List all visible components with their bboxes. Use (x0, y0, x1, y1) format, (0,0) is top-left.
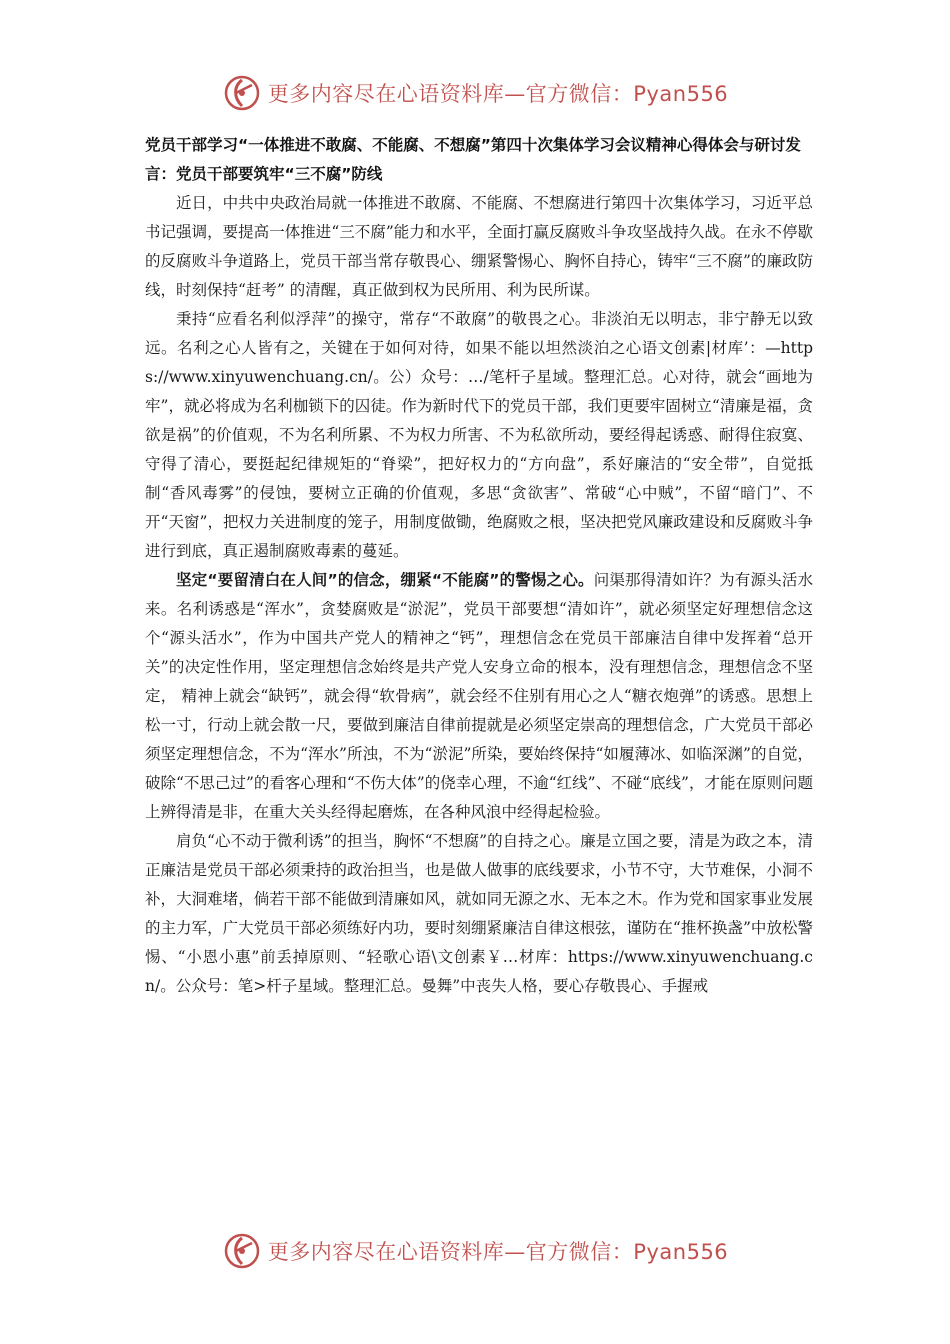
logo-icon (222, 1231, 262, 1271)
paragraph-3 (145, 566, 813, 827)
paragraph-bold-lead: 坚定“要留清白在人间”的信念，绷紧“不能腐”的警惕之心。 (176, 571, 594, 589)
document-body (145, 131, 813, 1001)
paragraph-text: 肩负“心不动于微利诱”的担当，胸怀“不想腐”的自持之心。廉是立国之要，清是为政之本，清正廉洁是党员干部必须秉持的政治担当，也是做人做事的底线要求，小节不守，大节难保，小洞不补，大洞难堵，倘若干部不能做到清廉如风，就如同无源之水、无本之木。作为党和国家事业发展的主力军，广大党员干部必须练好内功，要时刻绷紧廉洁自律这根弦，谨防在“推杯换盏”中放松警惕、“小恩小惠”前丢掉原则、“轻歌心语\文创素￥…材库：https://www.xinyuwenchuang.cn/。公众号：笔>杆子星域。整理汇总。曼舞”中丧失人格，要心存敬畏心、手握戒 (145, 832, 813, 995)
footer-watermark-banner (0, 1226, 950, 1276)
paragraph-4 (145, 827, 813, 1001)
paragraph-2 (145, 305, 813, 566)
paragraph-text: 问渠那得清如许？为有源头活水来。名利诱惑是“浑水”，贪婪腐败是“淤泥”，党员干部要想“清如许”，就必须坚定好理想信念这个“源头活水”，作为中国共产党人的精神之“钙”，理想信念在党员干部廉洁自律中发挥着“总开关”的决定性作用，坚定理想信念始终是共产党人安身立命的根本，没有理想信念，理想信念不坚定， 精神上就会“缺钙”，就会得“软骨病”，就会经不住别有用心之人“糖衣炮弹”的诱惑。思想上松一寸，行动上就会散一尺，要做到廉洁自律前提就是必须坚定崇高的理想信念，广大党员干部必须坚定理想信念，不为“浑水”所浊，不为“淤泥”所染，要始终保持“如履薄冰、如临深渊”的自觉，破除“不思己过”的看客心理和“不伤大体”的侥幸心理，不逾“红线”、不碰“底线”，才能在原则问题上辨得清是非，在重大关头经得起磨炼，在各种风浪中经得起检验。 (145, 571, 813, 821)
header-watermark-text: 更多内容尽在心语资料库—官方微信：Pyan556 (267, 82, 729, 106)
document-title: 党员干部学习“一体推进不敢腐、不能腐、不想腐”第四十次集体学习会议精神心得体会与研讨发言：党员干部要筑牢“三不腐”防线 (145, 136, 801, 183)
paragraph-1 (145, 189, 813, 305)
header-watermark-banner (0, 68, 950, 118)
paragraph-text: 近日，中共中央政治局就一体推进不敢腐、不能腐、不想腐进行第四十次集体学习，习近平总书记强调，要提高一体推进“三不腐”能力和水平，全面打赢反腐败斗争攻坚战持久战。在永不停歇的反腐败斗争道路上，党员干部当常存敬畏心、绷紧警惕心、胸怀自持心，铸牢“三不腐”的廉政防线，时刻保持“赶考” 的清醒，真正做到权为民所用、利为民所谋。 (145, 194, 813, 299)
logo-icon (222, 73, 262, 113)
footer-watermark-text: 更多内容尽在心语资料库—官方微信：Pyan556 (267, 1240, 729, 1264)
paragraph-text: 秉持“应看名利似浮萍”的操守，常存“不敢腐”的敬畏之心。非淡泊无以明志，非宁静无以致远。名利之心人皆有之，关键在于如何对待，如果不能以坦然淡泊之心语文创素|材库’：—https://www.xinyuwenchuang.cn/。公）众号：…/笔杆子星域。整理汇总。心对待，就会“画地为牢”，就必将成为名利枷锁下的囚徒。作为新时代下的党员干部，我们更要牢固树立“清廉是福，贪欲是祸”的价值观，不为名利所累、不为权力所害、不为私欲所动，要经得起诱惑、耐得住寂寞、守得了清心，要挺起纪律规矩的“脊梁”，把好权力的“方向盘”，系好廉洁的“安全带”，自觉抵制“香风毒雾”的侵蚀，要树立正确的价值观，多思“贪欲害”、常破“心中贼”，不留“暗门”、不开“天窗”，把权力关进制度的笼子，用制度做锄，绝腐败之根，坚决把党风廉政建设和反腐败斗争进行到底，真正遏制腐败毒素的蔓延。 (145, 310, 813, 560)
